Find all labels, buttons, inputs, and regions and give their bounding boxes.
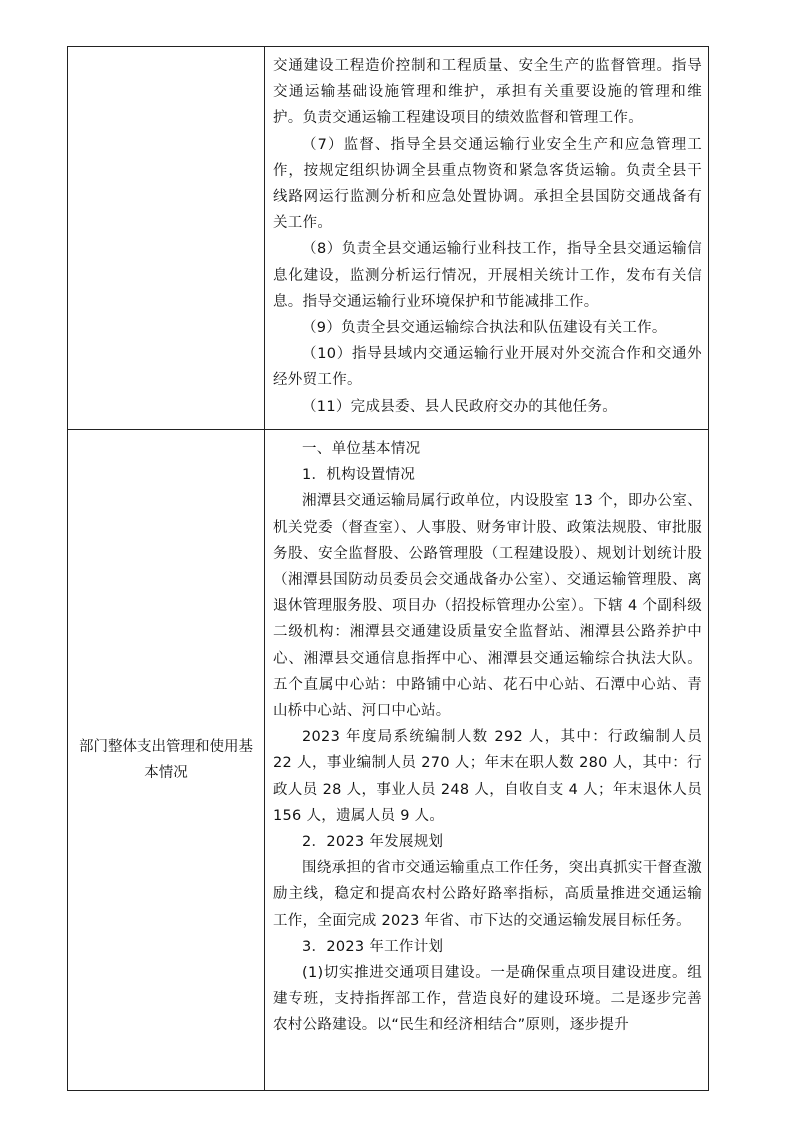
table-row bbox=[68, 47, 709, 430]
row-content-cell bbox=[265, 430, 709, 1091]
info-table bbox=[67, 46, 709, 1091]
row-content-cell bbox=[265, 47, 709, 430]
row-label-cell bbox=[68, 430, 265, 1091]
paragraph: （10）指导县域内交通运输行业开展对外交流合作和交通外经外贸工作。 bbox=[273, 346, 702, 389]
row-label: 部门整体支出管理和使用基本情况 bbox=[79, 739, 253, 781]
paragraph: （7）监督、指导全县交通运输行业安全生产和应急管理工作，按规定组织协调全县重点物资和紧急客货运输。负责全县干线路网运行监测分析和应急处置协调。承担全县国防交通战备有关工作。 bbox=[273, 136, 702, 232]
paragraph: 2023 年度局系统编制人数 292 人，其中：行政编制人员 22 人，事业编制人员 270 人；年末在职人数 280 人，其中：行政人员 28 人，事业人员 248 人，自收自支 4 人；年末退休人员 156 人，遗属人员 9 人。 bbox=[273, 729, 702, 824]
paragraph: 交通建设工程造价控制和工程质量、安全生产的监督管理。指导交通运输基础设施管理和维护，承担有关重要设施的管理和维护。负责交通运输工程建设项目的绩效监督和管理工作。 bbox=[273, 58, 702, 127]
paragraph: （11）完成县委、县人民政府交办的其他任务。 bbox=[302, 398, 618, 415]
subsection-heading: 3．2023 年工作计划 bbox=[302, 938, 444, 955]
paragraph: 围绕承担的省市交通运输重点工作任务，突出真抓实干督查激励主线，稳定和提高农村公路好路率指标，高质量推进交通运输工作，全面完成 2023 年省、市下达的交通运输发展目标任务。 bbox=[273, 860, 702, 929]
paragraph: 湘潭县交通运输局属行政单位，内设股室 13 个，即办公室、机关党委（督查室）、人事股、财务审计股、政策法规股、审批服务股、安全监督股、公路管理股（工程建设股）、规划计划统计股（湘潭县国防动员委员会交通战备办公室）、交通运输管理股、离退休管理服务股、项目办（招投标管理办公室）。下辖 4 个副科级二级机构：湘潭县交通建设质量安全监督站、湘潭县公路养护中心、湘潭县交通信息指挥中心、湘潭县交通运输综合执法大队。五个直属中心站：中路铺中心站、花石中心站、石潭中心站、青山桥中心站、河口中心站。 bbox=[273, 493, 702, 720]
subsection-heading: 1．机构设置情况 bbox=[302, 467, 416, 484]
table-row bbox=[68, 430, 709, 1091]
paragraph: （8）负责全县交通运输行业科技工作，指导全县交通运输信息化建设，监测分析运行情况，开展相关统计工作，发布有关信息。指导交通运输行业环境保护和节能减排工作。 bbox=[273, 241, 702, 310]
section-heading: 一、单位基本情况 bbox=[302, 441, 421, 457]
row-label-cell bbox=[68, 47, 265, 430]
paragraph: （9）负责全县交通运输综合执法和队伍建设有关工作。 bbox=[302, 320, 667, 337]
paragraph: (1)切实推进交通项目建设。一是确保重点项目建设进度。组建专班，支持指挥部工作，营造良好的建设环境。二是逐步完善农村公路建设。以“民生和经济相结合”原则，逐步提升 bbox=[273, 965, 702, 1034]
subsection-heading: 2．2023 年发展规划 bbox=[302, 834, 444, 851]
